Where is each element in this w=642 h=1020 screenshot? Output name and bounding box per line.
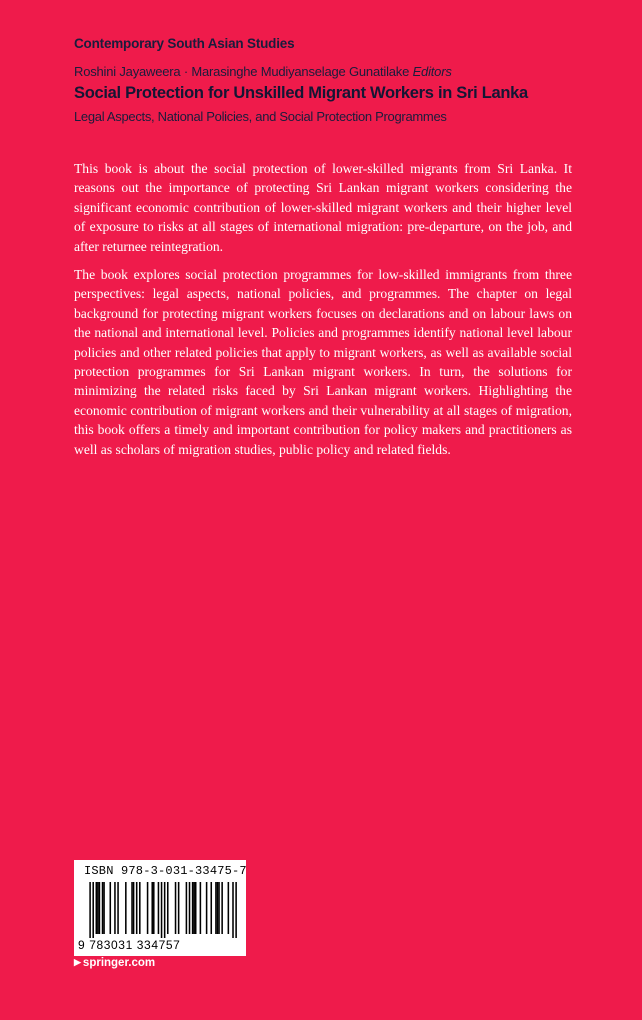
barcode-bar xyxy=(133,882,135,934)
barcode-bar xyxy=(110,882,112,934)
barcode-bar xyxy=(228,882,230,934)
barcode-bar xyxy=(131,882,133,934)
barcode-bar xyxy=(117,882,119,934)
description-paragraph-2: The book explores social protection programmes for low-skilled immigrants from three perspectives: legal aspects, national policies, and programmes. The chapter on legal background for protecting migrant workers focuses on declarations and on labour laws on the national and international level. Policies and programmes identify national level labour policies and other related policies that apply to migrant workers, as well as available social protection programmes for Sri Lankan migrant workers. In turn, the solutions for minimizing the related risks faced by Sri Lankan migrant workers. Highlighting the economic contribution of migrant workers and their vulnerability at all stages of migration, this book offers a timely and important contribution for policy makers and practitioners as well as scholars of migration studies, public policy and related fields. xyxy=(74,267,572,457)
barcode-bar xyxy=(96,882,98,934)
barcode-bar xyxy=(158,882,160,934)
book-subtitle: Legal Aspects, National Policies, and Social Protection Programmes xyxy=(74,109,447,124)
barcode-bar xyxy=(206,882,208,934)
barcode-bar xyxy=(193,882,195,934)
barcode-bar xyxy=(189,882,191,934)
barcode-bar xyxy=(125,882,127,934)
barcode-bar xyxy=(232,882,234,938)
barcode-bar xyxy=(161,882,163,938)
barcode-bar xyxy=(153,882,155,934)
barcode-bar xyxy=(175,882,177,934)
barcode-bar xyxy=(139,882,141,934)
barcode-bar xyxy=(167,882,169,934)
barcode-bar xyxy=(221,882,223,934)
barcode-bar xyxy=(210,882,212,934)
isbn-label: ISBN 978-3-031-33475-7 xyxy=(84,864,247,878)
barcode-digits: 9 783031 334757 xyxy=(78,938,181,952)
editors-role: Editors xyxy=(412,64,452,79)
barcode-bars xyxy=(80,882,240,938)
barcode-bar xyxy=(103,882,105,934)
barcode-bar xyxy=(200,882,202,934)
book-description xyxy=(74,159,572,468)
editor-names: Roshini Jayaweera · Marasinghe Mudiyanselage Gunatilake xyxy=(74,64,410,79)
barcode-bar xyxy=(147,882,149,934)
barcode-bar xyxy=(178,882,180,934)
barcode-bar xyxy=(97,882,99,934)
barcode-bar xyxy=(215,882,217,934)
publisher-link[interactable] xyxy=(74,957,155,969)
barcode-bar xyxy=(186,882,188,934)
publisher-link-text: springer.com xyxy=(82,957,156,969)
arrow-right-icon: ▶ xyxy=(74,957,81,967)
isbn-barcode xyxy=(74,860,246,956)
series-name: Contemporary South Asian Studies xyxy=(74,36,295,51)
barcode-bar xyxy=(92,882,94,938)
barcode-bar xyxy=(218,882,220,934)
barcode-bar xyxy=(192,882,194,934)
barcode-bar xyxy=(235,882,237,938)
description-paragraph-1: This book is about the social protection of lower-skilled migrants from Sri Lanka. It reasons out the importance of protecting Sri Lankan migrant workers considering the significant economic contribution of lower-skilled migrant workers and their higher level of exposure to risks at all stages of international migration: pre-departure, on the job, and after returnee reintegration. xyxy=(74,161,572,254)
barcode-bar xyxy=(151,882,153,934)
barcode-bar xyxy=(164,882,166,938)
barcode-bar xyxy=(102,882,104,934)
barcode-bar xyxy=(89,882,91,938)
barcode-bar xyxy=(195,882,197,934)
barcode-bar xyxy=(217,882,219,934)
barcode-bar xyxy=(136,882,138,934)
barcode-bar xyxy=(99,882,101,934)
barcode-bar xyxy=(114,882,116,934)
editors-line xyxy=(74,64,452,79)
book-title: Social Protection for Unskilled Migrant Workers in Sri Lanka xyxy=(74,84,528,102)
